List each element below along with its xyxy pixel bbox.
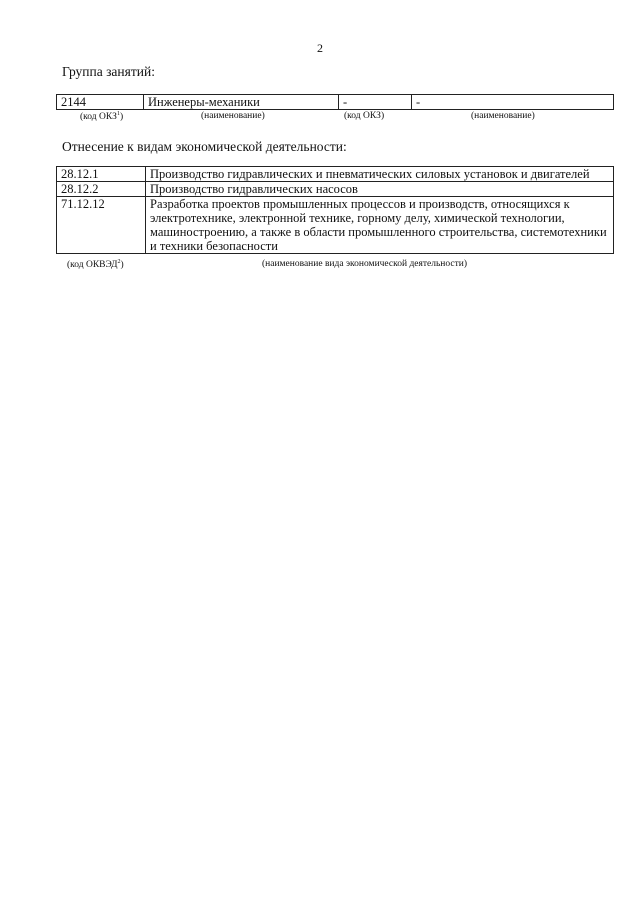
name-caption: (наименование) (201, 111, 265, 121)
occupation-name-cell: Инженеры-механики (144, 95, 339, 110)
okz-code-cell: 2144 (57, 95, 144, 110)
activity-name-cell: Разработка проектов промышленных процессов и производств, относящихся к электротехнике, электронной технике, горному делу, химической технологии, машиностроению, а также в области промышленного строительства, системотехники и техники безопасности (146, 197, 614, 254)
occupation-name-cell-2: - (412, 95, 614, 110)
table-row (57, 95, 614, 110)
activity-name-cell: Производство гидравлических и пневматических силовых установок и двигателей (146, 167, 614, 182)
okved-code-cell: 28.12.1 (57, 167, 146, 182)
name-caption-2: (наименование) (471, 111, 535, 121)
table-row (57, 182, 614, 197)
occupation-group-table (56, 94, 614, 110)
page-number: 2 (317, 41, 323, 55)
okz-code-cell-2: - (339, 95, 412, 110)
activity-heading: Отнесение к видам экономической деятельности: (62, 139, 347, 154)
table-row (57, 197, 614, 254)
activity-name-caption: (наименование вида экономической деятельности) (262, 259, 467, 269)
okved-code-cell: 71.12.12 (57, 197, 146, 254)
okz-code-caption-2: (код ОКЗ) (344, 111, 385, 121)
okved-code-cell: 28.12.2 (57, 182, 146, 197)
okved-code-caption: (код ОКВЭД$^2$) (67, 259, 124, 271)
activity-name-cell: Производство гидравлических насосов (146, 182, 614, 197)
okz-code-caption: (код ОКЗ$^1$) (80, 111, 124, 123)
occupation-group-heading: Группа занятий: (62, 64, 155, 79)
table-row (57, 167, 614, 182)
economic-activity-table (56, 166, 614, 254)
